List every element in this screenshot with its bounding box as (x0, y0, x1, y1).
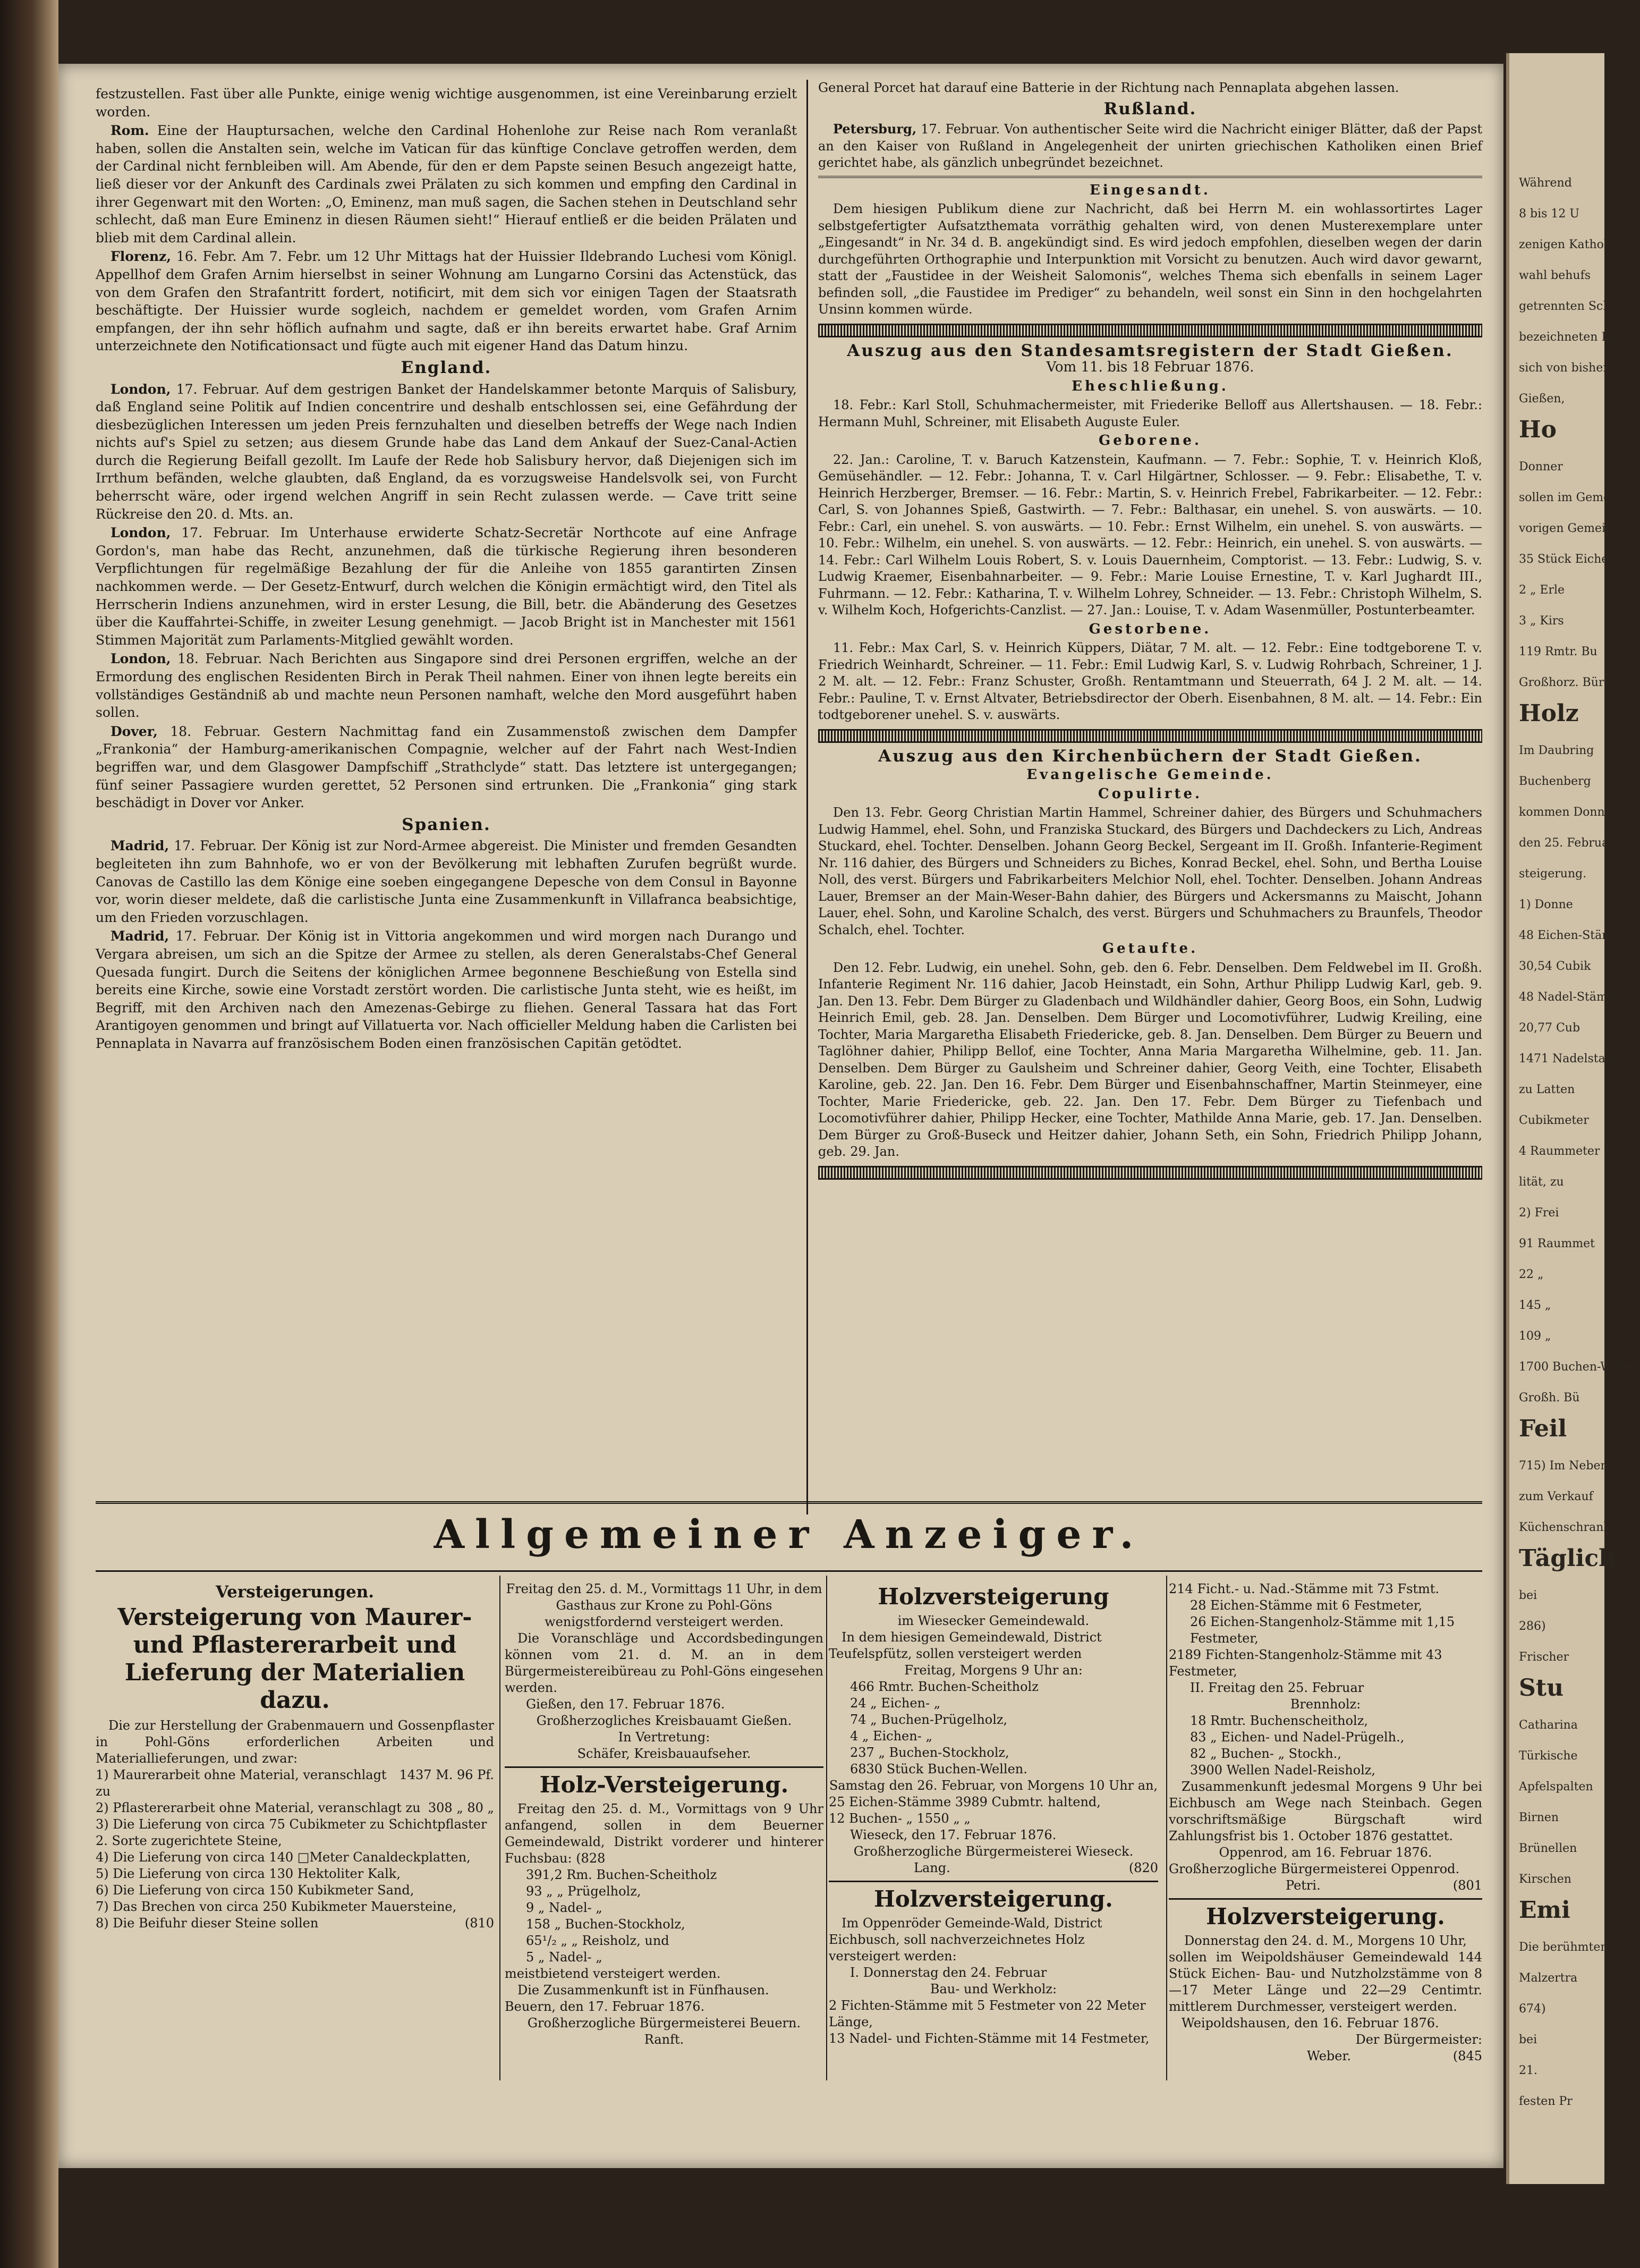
adjacent-page-fragment: 48 Eichen-Stämme (1519, 929, 1631, 942)
ad-ref: (801 (1452, 1878, 1482, 1893)
eheschliessung-text: 18. Febr.: Karl Stoll, Schuhmachermeister, mit Friederike Belloff aus Allertshausen. — 18. Febr.: Hermann Muhl, Schreiner, mit Elisabeth Auguste Euler. (818, 397, 1482, 429)
adjacent-page-fragment: Buchenberg (1519, 775, 1591, 788)
gemeinde-heading: Evangelische Gemeinde. (1026, 767, 1274, 783)
ad-ref: (828 (576, 1851, 606, 1866)
geborene-heading: Geborene. (1098, 433, 1202, 448)
ad-signature: Schäfer, Kreisbauaufseher. (577, 1746, 751, 1761)
ad-office: Großherzogliche Bürgermeisterei Oppenrod. (1169, 1861, 1460, 1876)
ad-heading: Holzversteigerung (878, 1584, 1109, 1610)
ad-text: 28 Eichen-Stämme mit 6 Festmeter, (1190, 1598, 1423, 1613)
ad-text-span: Freitag den 25. d. M., Vormittags von 9 Uhr anfangend, sollen in dem Beuerner Gemeindewald, Distrikt vorderer und hinterer Fuchsbau: (505, 1801, 823, 1866)
adjacent-page-fragment: zum Verkauf (1519, 1490, 1593, 1503)
eheschliessung-heading: Eheschließung. (1072, 378, 1229, 394)
ad-ref: (845 (1452, 2049, 1482, 2063)
dateline: London, (111, 381, 171, 397)
adjacent-page-fragment: 8 bis 12 U (1519, 207, 1579, 221)
news-text: 17. Februar. Auf dem gestrigen Banket der Handelskammer betonte Marquis of Salisbury, daß England seine Politik auf Indien concentrire und deshalb entschlossen sei, eine Gefährdung der diesbezüglichen Interessen um jeden Preis fernzuhalten und dieselben betreffs der Wege nach Indien nichts auf's Spiel zu setzen; aus diesem Grunde habe das Land dem Ankauf der Suez-Canal-Actien durch die Regierung Beifall gezollt. Im Laufe der Rede hob Salisbury hervor, daß Diejenigen sich im Irrthum befänden, welche glaubten, daß England, da es vorzugsweise Handelsvolk sei, von Furcht beherrscht wäre, oder irgend welchen Angriff in sein Recht zulassen werde. — Cave tritt seine Rückreise den 20. d. Mts. an. (96, 381, 797, 522)
adjacent-page-fragment: 119 Rmtr. Bu (1519, 645, 1597, 658)
ad-list-item: 6830 Stück Buchen-Wellen. (850, 1762, 1027, 1776)
column-divider (499, 1576, 500, 2080)
news-item-florenz (96, 248, 797, 355)
news-text: 17. Februar. Von authentischer Seite wird die Nachricht einiger Blätter, daß der Papst an den Kaiser von Rußland in Angelegenheit der unirten griechischen Katholiken einen Brief gerichtet habe, als gänzlich unbegründet bezeichnet. (818, 122, 1482, 170)
adjacent-page-fragment: Emi (1519, 1897, 1570, 1924)
adjacent-page-fragment: Frischer (1519, 1651, 1569, 1664)
ad-heading: Holz-Versteigerung. (539, 1772, 789, 1798)
copulirte-text: Den 13. Febr. Georg Christian Martin Hammel, Schreiner dahier, des Bürgers und Schuhmachers Ludwig Hammel, ehel. Sohn, und Franziska Stuckard, des Bürgers und Dachdeckers zu Lich, Andreas Stuckard, ehel. Tochter. Denselben. Johann Georg Beckel, Sergeant im II. Großh. Infanterie-Regiment Nr. 116 dahier, des Bürgers und Schneiders zu Biches, Konrad Beckel, ehel. Sohn, und Bertha Louise Noll, des verst. Bürgers und Fabrikarbeiters Melchior Noll, ehel. Tochter. Denselben. Johann Andreas Lauer, Bremser an der Main-Weser-Bahn dahier, des Bürgers und Ackersmanns zu Maischt, Johann Lauer, ehel. Sohn, und Karoline Schalch, des verst. Bürgers und Schuhmachers zu Braunfels, Theodor Schalch, ehel. Tochter. (818, 805, 1482, 937)
section-heading-spanien: Spanien. (402, 815, 491, 834)
ad-list-item: 158 „ Buchen-Stockholz, (526, 1917, 685, 1932)
ad-text: 83 „ Eichen- und Nadel-Prügelh., (1190, 1730, 1405, 1745)
adjacent-page-edge (1506, 53, 1640, 2184)
gestorbene-text: 11. Febr.: Max Carl, S. v. Heinrich Küppers, Diätar, 7 M. alt. — 12. Febr.: Eine todtgeborene T. v. Friedrich Weinhardt, Schreiner. — 11. Febr.: Emil Ludwig Karl, S. v. Ludwig Rohrbach, Schreiner, 1 J. 2 M. alt. — 12. Febr.: Franz Schuster, Großh. Rentamtmann und Steuerrath, 64 J. 2 M. alt. — 14. Febr.: Pauline, T. v. Ernst Altvater, Betriebsdirector der Oberh. Eisenbahnen, 8 M. alt. — 14. Febr.: Ein todtgeborener unehel. S. v. auswärts. (818, 640, 1482, 722)
ad-signature: In Vertretung: (618, 1730, 710, 1745)
ad-list-item: 5 „ Nadel- „ (526, 1950, 602, 1965)
ad-list-item (96, 1800, 494, 1816)
ad-text: Die Zusammenkunft ist in Fünfhausen. Beuern, den 17. Februar 1876. (505, 1983, 769, 2014)
ad-list-item-value: (810 (464, 1916, 494, 1931)
ad-list-item-text: 1) Maurerarbeit ohne Material, veranschlagt zu (96, 1767, 387, 1799)
news-text: Eine der Hauptursachen, welche den Cardinal Hohenlohe zur Reise nach Rom veranlaßt haben, sollen die Anstalten sein, welche im Vatican für das künftige Conclave getroffen werden, dem der Cardinal nicht fernbleiben will. Am Abende, für den er dem Papste seinen Besuch angezeigt hatte, ließ dieser vor der Ankunft des Cardinals zwei Prälaten zu sich kommen und empfing den Cardinal in ihrer Gegenwart mit den Worten: „O, Eminenz, man muß sagen, die Sachen stehen in Deutschland sehr schlecht, daß man Eure Eminenz in diesen Räumen sieht!“ Hierauf entließ er die beiden Prälaten und blieb mit dem Cardinal allein. (96, 123, 797, 246)
ad-list-item-text: 7) Das Brechen von circa 250 Kubikmeter Mauersteine, (96, 1899, 457, 1914)
adjacent-page-fragment: steigerung. (1519, 867, 1587, 881)
adjacent-page-fragment: 4 Raummeter (1519, 1145, 1600, 1158)
adjacent-page-fragment: 1) Donne (1519, 898, 1573, 911)
divider (829, 1881, 1158, 1882)
section-heading-russland: Rußland. (1103, 99, 1197, 119)
adjacent-page-fragment: Brünellen (1519, 1842, 1577, 1855)
adjacent-page-fragment: 674) (1519, 2002, 1546, 2016)
adjacent-page-fragment: 1471 Nadelstam (1519, 1052, 1617, 1065)
ad-column-2 (505, 1581, 823, 2048)
paragraph: festzustellen. Fast über alle Punkte, einige wenig wichtige ausgenommen, ist eine Vereinbarung erzielt worden. (96, 86, 797, 120)
copulirte-heading: Copulirte. (1098, 785, 1203, 802)
ad-list-item: 65¹/₂ „ „ Reisholz, und (526, 1933, 669, 1948)
ad-list-item-text: 3) Die Lieferung von circa 75 Cubikmeter zu Schichtpflaster 2. Sorte zugerichtete Steine, (96, 1817, 487, 1848)
ad-text: 214 Ficht.- u. Nad.-Stämme mit 73 Fstmt. (1169, 1581, 1440, 1596)
ad-date: Oppenrod, am 16. Februar 1876. (1219, 1845, 1432, 1860)
adjacent-page-fragment: Feil (1519, 1415, 1567, 1442)
hatched-divider (818, 1166, 1482, 1180)
adjacent-page-fragment: Während (1519, 176, 1572, 190)
adjacent-page-fragment: sollen im Gemei (1519, 491, 1614, 504)
ad-text: Die zur Herstellung der Grabenmauern und Gossenpflaster in Pohl-Göns erforderlichen Arbeiten und Materiallieferungen, und zwar: (96, 1718, 494, 1766)
adjacent-page-fragment: kommen Donne (1519, 806, 1612, 819)
ad-heading: Versteigerung von Maurer- und Pflastererarbeit und Lieferung der Materialien dazu. (117, 1604, 472, 1714)
adjacent-page-fragment: Apfelspalten (1519, 1780, 1593, 1793)
ad-column-3 (829, 1581, 1158, 2047)
news-text: 17. Februar. Im Unterhause erwiderte Schatz-Secretär Northcote auf eine Anfrage Gordon's, man habe das Recht, anzunehmen, daß die türkische Regierung ihren besonderen Verpflichtungen für regelmäßige Bezahlung der für die Anleihe von 1855 garantirten Zinsen nachkommen werde. — Der Gesetz-Entwurf, durch welchen die Königin ermächtigt wird, den Titel als Herrscherin Indiens anzunehmen, wird in erster Lesung, die Bill, betr. die Abänderung des Gesetzes über die Kauffahrtei-Schiffe, in zweiter Lesung genehmigt. — Jacob Bright ist in Manchester mit 1561 Stimmen Majorität zum Parlaments-Mitglied gewählt worden. (96, 525, 797, 648)
ad-text: 25 Eichen-Stämme 3989 Cubmtr. haltend, (829, 1795, 1101, 1809)
ad-text: 18 Rmtr. Buchenscheitholz, (1190, 1713, 1368, 1728)
ad-text: Freitag den 25. d. M., Vormittags 11 Uhr, in dem Gasthaus zur Krone zu Pohl-Göns wenigstfordernd versteigert werden. (506, 1581, 822, 1629)
adjacent-page-fragment: 22 „ (1519, 1268, 1544, 1281)
dateline: Madrid, (111, 838, 169, 854)
adjacent-page-fragment: bei (1519, 2033, 1537, 2046)
ad-list-item: 74 „ Buchen-Prügelholz, (850, 1712, 1008, 1727)
news-text: 18. Februar. Gestern Nachmittag fand ein Zusammenstoß zwischen dem Dampfer „Frankonia“ der Hamburg-amerikanischen Compagnie, welcher auf der Fahrt nach West-Indien begriffen war, und dem Glasgower Dampfschiff „Strathclyde“ statt. Das letztere ist untergegangen; fünf seiner Passagiere wurden gerettet, 52 Personen sind ertrunken. Die „Frankonia“ ging stark beschädigt in Dover vor Anker. (96, 723, 797, 811)
ad-list-item (96, 1849, 494, 1866)
adjacent-page-fragment: Gießen, (1519, 392, 1565, 405)
ad-office: Großherzogliche Bürgermeisterei Wieseck. (853, 1844, 1134, 1859)
ad-list-item-value: 1437 M. 96 Pf. (399, 1767, 494, 1782)
news-item-madrid-2 (96, 927, 797, 1052)
dateline: Florenz, (111, 249, 172, 265)
adjacent-page-fragment: wahl behufs (1519, 269, 1591, 282)
adjacent-page-fragment: Großhorz. Bür (1519, 676, 1604, 689)
paragraph: General Porcet hat darauf eine Batterie in der Richtung nach Pennaplata abgehen lassen. (818, 80, 1399, 95)
ad-text: II. Freitag den 25. Februar (1190, 1680, 1364, 1695)
ad-list-item-text: 2) Pflastererarbeit ohne Material, veranschlagt zu (96, 1800, 421, 1815)
news-item-london-2 (96, 524, 797, 649)
adjacent-page-fragment: 35 Stück Eichen (1519, 553, 1616, 566)
section-heading-versteigerungen: Versteigerungen. (215, 1582, 375, 1602)
book-binding (0, 0, 58, 2268)
news-text: 17. Februar. Der König ist zur Nord-Armee abgereist. Die Minister und fremden Gesandten begleiteten ihn zum Bahnhofe, wo er von der Bevölkerung mit lebhaften Zurufen begrüßt wurde. Canovas de Castillo las dem Könige eine soeben eingegangene Depesche von dem Consul in Bayonne vor, worin dieser meldete, daß die carlistische Junta eine Zusammenkunft in Villafranca beabsichtige, um den Frieden vorzuschlagen. (96, 838, 797, 925)
adjacent-page-fragment: festen Pr (1519, 2095, 1573, 2108)
ad-text: Freitag, Morgens 9 Uhr an: (904, 1663, 1083, 1678)
ad-list-item-text: 6) Die Lieferung von circa 150 Kubikmeter Sand, (96, 1883, 414, 1898)
news-text: 18. Februar. Nach Berichten aus Singapore sind drei Personen ergriffen, welche an der Ermordung des englischen Residenten Birch in Perak Theil nahmen. Einer von ihnen legte bereits ein vollständiges Geständniß ab und machte neun Personen namhaft, welche den Mord ausgeführt haben sollen. (96, 651, 797, 721)
ad-text: Im Oppenröder Gemeinde-Wald, District Eichbusch, soll nachverzeichnetes Holz versteigert werden: (829, 1916, 1102, 1964)
divider (96, 1501, 1482, 1504)
ad-list-item: 9 „ Nadel- „ (526, 1900, 602, 1915)
adjacent-page-fragment: lität, zu (1519, 1175, 1564, 1189)
ad-column-1 (96, 1581, 494, 1932)
adjacent-page-fragment: 30,54 Cubik (1519, 960, 1591, 973)
ad-office: Großherzogliche Bürgermeisterei Beuern. (527, 2016, 801, 2030)
ad-office: Großherzogliches Kreisbauamt Gießen. (536, 1713, 792, 1728)
ad-signature-line (829, 1860, 1158, 1876)
adjacent-page-fragment: 91 Raummet (1519, 1237, 1595, 1250)
dateline: Petersburg, (833, 121, 917, 137)
adjacent-page-fragment: getrennten Sch (1519, 300, 1611, 313)
ad-text: sollen im Weipoldshäuser Gemeindewald 144 Stück Eichen- Bau- und Nutzholzstämme von 8—17 Meter Länge und 22—29 Centimtr. mittlerem Durchmesser, versteigert werden. (1169, 1950, 1482, 2014)
adjacent-page-fragment: Malzertra (1519, 1971, 1578, 1985)
divider (818, 176, 1482, 178)
ad-list-item: 24 „ Eichen- „ (850, 1696, 941, 1711)
adjacent-page-fragment: 20,77 Cub (1519, 1021, 1580, 1035)
kirchenbuch-heading: Auszug aus den Kirchenbüchern der Stadt Gießen. (878, 746, 1422, 766)
adjacent-page-fragment: 2) Frei (1519, 1206, 1559, 1220)
adjacent-page-fragment: Täglich (1519, 1545, 1616, 1572)
ad-text: 12 Buchen- „ 1550 „ „ (829, 1811, 971, 1826)
ad-list-item (96, 1899, 494, 1915)
adjacent-page-fragment: 21. (1519, 2064, 1537, 2077)
dateline: London, (111, 525, 171, 541)
adjacent-page-fragment: Donner (1519, 460, 1563, 473)
adjacent-page-fragment: bezeichneten Lo (1519, 331, 1617, 344)
news-item-rom (96, 122, 797, 247)
ad-text: Die Voranschläge und Accordsbedingungen können vom 21. d. M. an in dem Bürgermeistereibüreau zu Pohl-Göns eingesehen werden. (505, 1631, 823, 1695)
adjacent-page-fragment: Großh. Bü (1519, 1391, 1580, 1404)
standesamt-period: Vom 11. bis 18 Februar 1876. (1046, 359, 1254, 375)
dateline: Madrid, (111, 928, 169, 944)
news-text: 16. Febr. Am 7. Febr. um 12 Uhr Mittags hat der Huissier Ildebrando Luchesi vom Königl. Appellhof dem Grafen Arnim hierselbst in seiner Wohnung am Lungarno Corsini das Actenstück, das von dem Grafen den Strafantritt fordert, notificirt, mit dem sich vor einigen Tagen der Staatsrath beschäftigte. Der Huissier wurde sogleich, nachdem er gemeldet worden, vom Grafen Arnim empfangen, der ihn sehr höflich aufnahm und sagte, daß er ihn bereits erwartet habe. Graf Arnim unterzeichnete den Notificationsact und fügte auch mit eigener Hand das Datum hinzu. (96, 249, 797, 354)
ad-text: Donnerstag den 24. d. M., Morgens 10 Uhr, (1184, 1933, 1467, 1948)
ad-signature: Ranft. (644, 2032, 684, 2047)
ad-list-item (96, 1866, 494, 1882)
ad-list-item: 237 „ Buchen-Stockholz, (850, 1745, 1009, 1760)
eingesandt-text: Dem hiesigen Publikum diene zur Nachricht, daß bei Herrn M. ein wohlassortirtes Lager selbstgefertigter Aufsatzthemata vorräthig gehalten wird, von denen Musterexemplare unter „Eingesandt“ in Nr. 34 d. B. angekündigt sind. Es wird jedoch empfohlen, dieselben wegen der darin durchgeführten Orthographie und Interpunktion mit Vorsicht zu benutzen. Auch wird davor gewarnt, statt der „Faustidee in der Weisheit Salomonis“, welches Thema sich ebenfalls in seinem Lager befinden soll, „die Faustidee im Prediger“ zu behandeln, weil sonst ein Sinn in den hochgelahrten Unsinn kommen würde. (818, 201, 1482, 317)
ad-text: 3900 Wellen Nadel-Reisholz, (1190, 1763, 1376, 1778)
ad-signature: Lang. (914, 1860, 950, 1875)
ad-signature-line (1169, 2048, 1482, 2064)
ad-list-item-text: 5) Die Lieferung von circa 130 Hektoliter Kalk, (96, 1866, 401, 1881)
column-divider (806, 80, 808, 1514)
adjacent-page-fragment: 2 „ Erle (1519, 583, 1565, 597)
ad-list-item: 93 „ „ Prügelholz, (526, 1884, 641, 1899)
adjacent-page-fragment: 715) Im Neben (1519, 1459, 1608, 1472)
ad-list-item (96, 1767, 494, 1800)
ad-item-list (829, 1679, 1158, 1778)
news-item-petersburg (818, 121, 1482, 172)
getaufte-heading: Getaufte. (1102, 941, 1199, 957)
adjacent-page-fragment: vorigen Gemein (1519, 522, 1613, 535)
anzeiger-title: Allgemeiner Anzeiger. (434, 1512, 1144, 1558)
ad-text: 2 Fichten-Stämme mit 5 Festmeter von 22 Meter Länge, (829, 1998, 1146, 2029)
adjacent-page-fragment: Catharina (1519, 1719, 1578, 1732)
ad-list-item: 466 Rmtr. Buchen-Scheitholz (850, 1679, 1039, 1694)
column-divider (1166, 1576, 1167, 2080)
ad-date: Wieseck, den 17. Februar 1876. (850, 1827, 1057, 1842)
ad-heading: Holzversteigerung. (1206, 1903, 1445, 1930)
ad-text: Brennholz: (1290, 1697, 1361, 1712)
ad-ref: (820 (1128, 1860, 1158, 1875)
ad-signature-line (1169, 1877, 1482, 1894)
news-item-london-1 (96, 380, 797, 523)
adjacent-page-fragment: Kirschen (1519, 1873, 1571, 1886)
ad-text: meistbietend versteigert werden. (505, 1966, 721, 1981)
adjacent-page-fragment: 286) (1519, 1620, 1546, 1633)
ad-signature: Der Bürgermeister: (1355, 2032, 1482, 2047)
adjacent-page-fragment: Birnen (1519, 1811, 1559, 1824)
geborene-text: 22. Jan.: Caroline, T. v. Baruch Katzenstein, Kaufmann. — 7. Febr.: Sophie, T. v. Heinrich Kloß, Gemüsehändler. — 12. Febr.: Johanna, T. v. Carl Hilgärtner, Schlosser. — 9. Febr.: Elisabethe, T. v. Heinrich Herzberger, Bremser. — 16. Febr.: Martin, S. v. Heinrich Frebel, Fabrikarbeiter. — 12. Febr.: Carl, S. von Johannes Spieß, Gastwirth. — 7. Febr.: Balthasar, ein unehel. S. von auswärts. — 10. Febr.: Carl, ein unehel. S. von auswärts. — 10. Febr.: Ernst Wilhelm, ein unehel. S. von auswärts. — 10. Febr.: Wilhelm, ein unehel. S. von auswärts. — 12. Febr.: Heinrich, ein unehel. S. von auswärts. — 14. Febr.: Carl Wilhelm Louis Robert, S. v. Louis Dauernheim, Comptorist. — 13. Febr.: Ludwig, S. v. Ludwig Kraemer, Eisenbahnarbeiter. — 9. Febr.: Marie Louise Ernestine, T. v. Karl Jughardt III., Fuhrmann. — 12. Febr.: Katharina, T. v. Wilhelm Lohrey, Schneider. — 13. Febr.: Christoph Wilhelm, S. v. Wilhelm Koch, Hofgerichts-Canzlist. — 27. Jan.: Louise, T. v. Adam Wasenmüller, Postunterbeamter. (818, 452, 1482, 617)
ad-item-list (96, 1767, 494, 1932)
ad-list-item: 4 „ Eichen- „ (850, 1729, 932, 1744)
adjacent-page-fragment: bei (1519, 1589, 1537, 1602)
news-item-madrid-1 (96, 837, 797, 926)
gestorbene-heading: Gestorbene. (1089, 621, 1212, 637)
adjacent-page-fragment: zenigen Katholi (1519, 238, 1611, 251)
adjacent-page-fragment: Ho (1519, 416, 1557, 443)
divider (505, 1766, 823, 1768)
ad-list-item (96, 1915, 494, 1932)
adjacent-page-fragment: 48 Nadel-Stämme (1519, 991, 1626, 1004)
adjacent-page-fragment: zu Latten (1519, 1083, 1575, 1096)
adjacent-page-fragment: Holz (1519, 700, 1579, 727)
news-item-london-3 (96, 650, 797, 721)
dateline: London, (111, 651, 171, 667)
ad-text: 2189 Fichten-Stangenholz-Stämme mit 43 Festmeter, (1169, 1647, 1442, 1679)
ad-list-item-value: 308 „ 80 „ (428, 1800, 494, 1815)
ad-text: Samstag den 26. Februar, von Morgens 10 Uhr an, (829, 1778, 1158, 1793)
ad-list-item-text: 4) Die Lieferung von circa 140 □Meter Canaldeckplatten, (96, 1850, 471, 1865)
adjacent-page-fragment: Im Daubring (1519, 744, 1594, 757)
adjacent-page-fragment: Küchenschrank (1519, 1521, 1611, 1534)
getaufte-text: Den 12. Febr. Ludwig, ein unehel. Sohn, geb. den 6. Febr. Denselben. Dem Feldwebel im II. Großh. Infanterie Regiment Nr. 116 dahier, Jacob Heinstadt, ein Sohn, Arthur Philipp Ludwig Karl, geb. 9. Jan. Den 13. Febr. Dem Bürger zu Gladenbach und Wildhändler dahier, Georg Boos, ein Sohn, Ludwig Heinrich Emil, geb. 28. Jan. Denselben. Dem Bürger und Locomotivführer, Ludwig Kreiling, eine Tochter, Maria Margaretha Elisabeth Friedericke, geb. 8. Jan. Denselben. Dem Bürger zu Beuern und Taglöhner dahier, Philipp Bellof, eine Tochter, Anna Maria Margaretha Wilhelmine, geb. 11. Jan. Denselben. Dem Bürger zu Gaulsheim und Schreiner dahier, Georg Veith, eine Tochter, Elisabeth Karoline, geb. 22. Jan. Den 16. Febr. Dem Bürger und Eisenbahnschaffner, Martin Steinmeyer, eine Tochter, Marie Friedericke, geb. 22. Jan. Den 17. Febr. Dem Bürger zu Tiefenbach und Locomotivführer dahier, Philipp Hecker, eine Tochter, Mathilde Anna Marie, geb. 17. Jan. Denselben. Dem Bürger zu Groß-Buseck und Heitzer dahier, Johann Seth, ein Sohn, Friedrich Philipp Johann, geb. 29. Jan. (818, 960, 1482, 1159)
adjacent-page-fragment: Die berühmten (1519, 1941, 1608, 1954)
left-news-column (96, 85, 797, 1053)
right-news-column (818, 80, 1482, 1185)
adjacent-page-fragment: Stu (1519, 1674, 1564, 1702)
hatched-divider (818, 729, 1482, 743)
standesamt-heading: Auszug aus den Standesamtsregistern der Stadt Gießen. (847, 341, 1454, 360)
news-text: 17. Februar. Der König ist in Vittoria angekommen und wird morgen nach Durango und Vergara abreisen, um sich an die Spitze der Armee zu stellen, als deren Generalstabs-Chef General Quesada fungirt. Durch die Seitens der königlichen Armee begonnene Beschießung von Estella sind bereits eine Kirche, sowie eine Vorstadt zerstört worden. Die carlistische Junta steht, wie es heißt, im Begriff, mit den Archiven nach den Amezenas-Gebirge zu fliehen. General Tassara hat das Fort Arantigoyen genommen und bringt auf Villatuerta vor. Nach officieller Meldung haben die Carlisten bei Pennaplata in Navarra auf französischem Boden einen französischen Capitän getödtet. (96, 928, 797, 1051)
dateline: Rom. (111, 123, 149, 139)
ad-text: 26 Eichen-Stangenholz-Stämme mit 1,15 Festmeter, (1190, 1614, 1455, 1646)
section-heading-england: England. (401, 358, 492, 377)
adjacent-page-fragment: Türkische (1519, 1749, 1578, 1763)
column-divider (826, 1576, 827, 2080)
ad-signature: Weber. (1307, 2049, 1351, 2063)
adjacent-page-fragment: 145 „ (1519, 1299, 1551, 1312)
ad-text: 82 „ Buchen- „ Stockh., (1190, 1746, 1341, 1761)
ad-text (505, 1801, 823, 1867)
ad-list-item (96, 1816, 494, 1849)
adjacent-page-fragment: 1700 Buchen-Wellen (1519, 1360, 1640, 1374)
ad-text: Bau- und Werkholz: (930, 1982, 1057, 1996)
adjacent-page-fragment: 109 „ (1519, 1330, 1551, 1343)
ad-list-item (96, 1882, 494, 1899)
ad-date: Gießen, den 17. Februar 1876. (526, 1697, 725, 1712)
ad-text: I. Donnerstag den 24. Februar (850, 1965, 1047, 1980)
adjacent-page-fragment: sich von bisher (1519, 361, 1609, 375)
news-item-dover (96, 723, 797, 812)
ad-list-item-text: 8) Die Beifuhr dieser Steine sollen (96, 1916, 319, 1931)
divider (96, 1570, 1482, 1572)
divider (1169, 1898, 1482, 1900)
adjacent-page-fragment: Cubikmeter (1519, 1114, 1589, 1127)
hatched-divider (818, 324, 1482, 337)
adjacent-page-fragment: den 25. Februa (1519, 836, 1609, 850)
ad-heading: Holzversteigerung. (874, 1886, 1113, 1912)
ad-column-4 (1169, 1581, 1482, 2064)
ad-signature: Petri. (1286, 1878, 1321, 1893)
ad-text: Zusammenkunft jedesmal Morgens 9 Uhr bei Eichbusch am Wege nach Steinbach. Gegen vorschriftsmäßige Bürgschaft wird Zahlungsfrist bis 1. October 1876 gestattet. (1169, 1779, 1482, 1843)
ad-item-list (505, 1867, 823, 1966)
ad-list-item: 391,2 Rm. Buchen-Scheitholz (526, 1867, 717, 1882)
ad-date: Weipoldshausen, den 16. Februar 1876. (1182, 2016, 1439, 2030)
eingesandt-heading: Eingesandt. (1090, 182, 1211, 198)
adjacent-page-fragment: 3 „ Kirs (1519, 614, 1564, 628)
dateline: Dover, (111, 723, 158, 739)
ad-text: In dem hiesigen Gemeindewald, District Teufelspfütz, sollen versteigert werden (829, 1630, 1102, 1661)
ad-subheading: im Wiesecker Gemeindewald. (897, 1613, 1090, 1628)
ad-text: 13 Nadel- und Fichten-Stämme mit 14 Festmeter, (829, 2031, 1150, 2046)
